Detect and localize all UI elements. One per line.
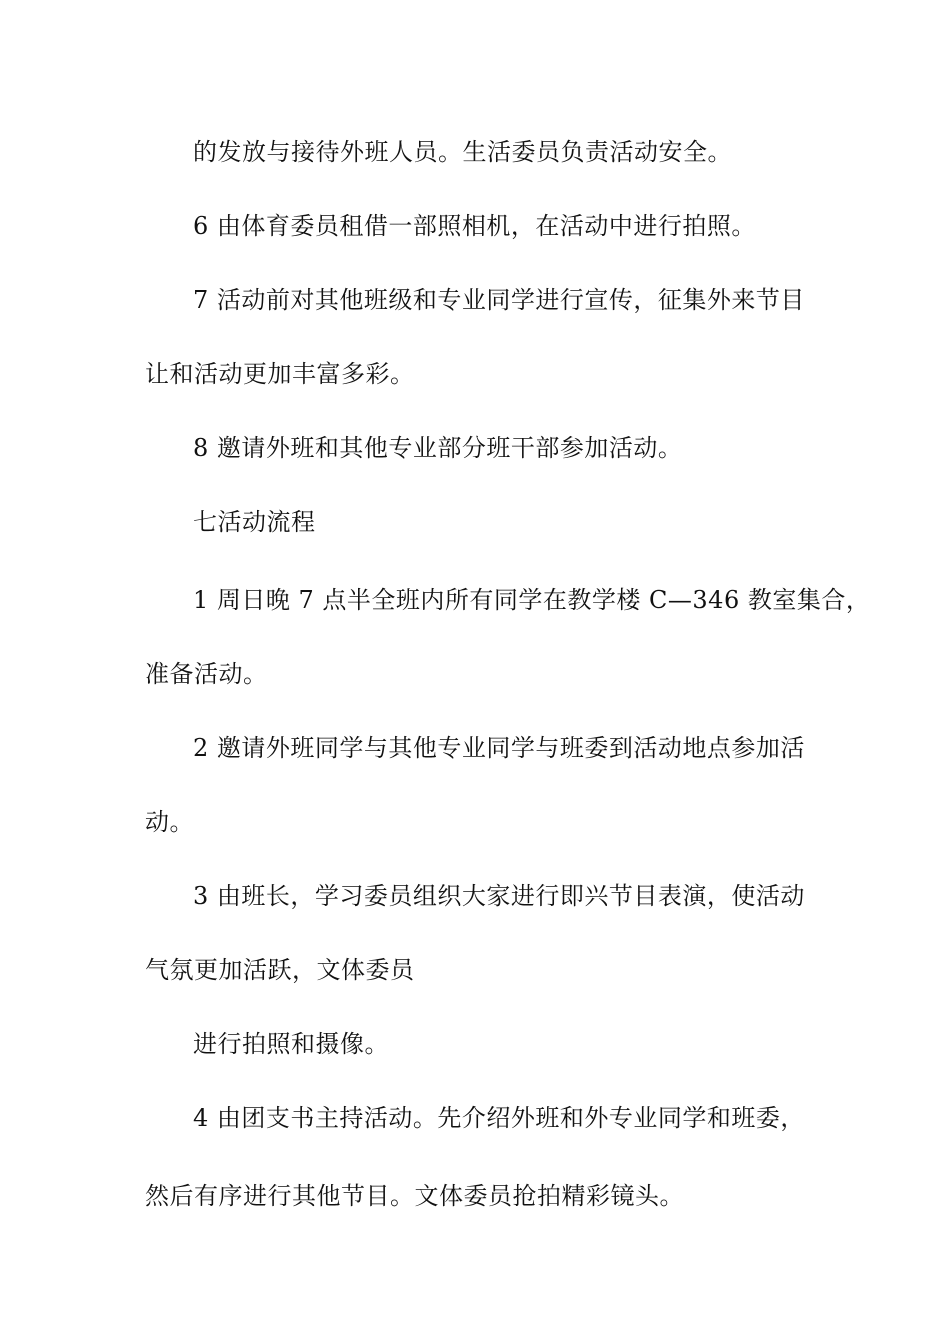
text-line: 3 由班长，学习委员组织大家进行即兴节目表演，使活动 [193, 882, 805, 910]
section-heading: 七活动流程 [193, 508, 316, 536]
text-line: 动。 [145, 808, 194, 836]
text-line: 7 活动前对其他班级和专业同学进行宣传，征集外来节目 [193, 286, 805, 314]
text-line: 1 周日晚 7 点半全班内所有同学在教学楼 C—346 教室集合， [193, 586, 871, 614]
text-line: 气氛更加活跃，文体委员 [145, 956, 415, 984]
text-line: 6 由体育委员租借一部照相机，在活动中进行拍照。 [193, 212, 756, 240]
text-line: 8 邀请外班和其他专业部分班干部参加活动。 [193, 434, 683, 462]
text-line: 2 邀请外班同学与其他专业同学与班委到活动地点参加活 [193, 734, 805, 762]
text-line: 进行拍照和摄像。 [193, 1030, 389, 1058]
text-line: 让和活动更加丰富多彩。 [145, 360, 415, 388]
text-line: 的发放与接待外班人员。生活委员负责活动安全。 [193, 138, 732, 166]
text-line: 准备活动。 [145, 660, 268, 688]
text-line: 然后有序进行其他节目。文体委员抢拍精彩镜头。 [145, 1182, 684, 1210]
text-line: 4 由团支书主持活动。先介绍外班和外专业同学和班委， [193, 1104, 805, 1132]
